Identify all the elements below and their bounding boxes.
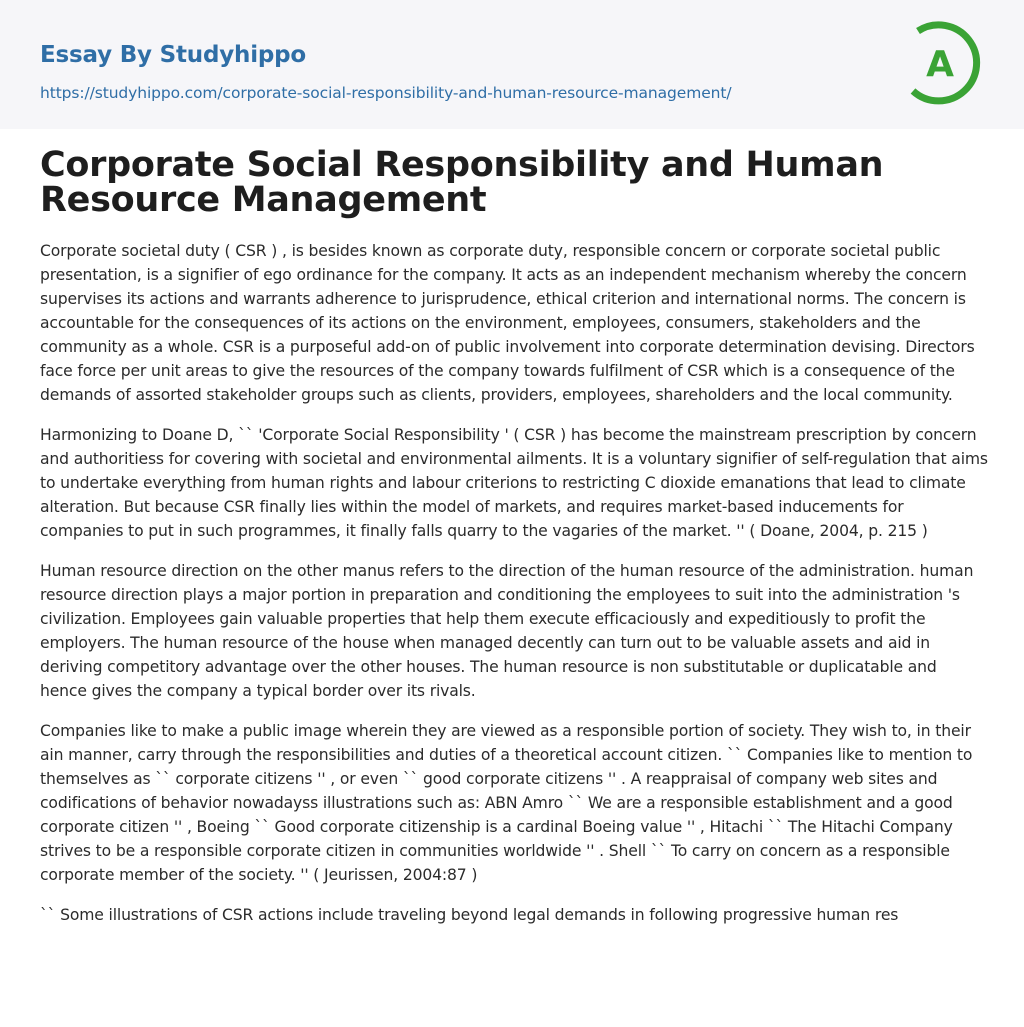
article-paragraph: Companies like to make a public image wherein they are viewed as a responsible portion of society. They wish to, in their ain manner, carry through the responsibilities and duties of a theoretical account citizen. `` Companies like to mention to themselves as `` corporate citizens '' , or even `` good corporate citizens '' . A reappraisal of company web sites and codifications of behavior nowadayss illustrations such as: ABN Amro `` We are a responsible establishment and a good corporate citizen '' , Boeing `` Good corporate citizenship is a cardinal Boeing value '' , Hitachi `` The Hitachi Company strives to be a responsible corporate citizen in communities worldwide '' . Shell `` To carry on concern as a responsible corporate member of the society. '' ( Jeurissen, 2004:87 ) (40, 722, 973, 884)
article (40, 145, 988, 943)
source-url-link[interactable]: https://studyhippo.com/corporate-social-responsibility-and-human-resource-management/ (40, 84, 732, 102)
studyhippo-logo-icon[interactable] (903, 18, 987, 106)
article-paragraph: Corporate societal duty ( CSR ) , is besides known as corporate duty, responsible concern or corporate societal public presentation, is a signifier of ego ordinance for the company. It acts as an independent mechanism whereby the concern supervises its actions and warrants adherence to jurisprudence, ethical criterion and international norms. The concern is accountable for the consequences of its actions on the environment, employees, consumers, stakeholders and the community as a whole. CSR is a purposeful add-on of public involvement into corporate determination devising. Directors face force per unit areas to give the resources of the company towards fulfilment of CSR which is a consequence of the demands of assorted stakeholder groups such as clients, providers, employees, shareholders and the local community. (40, 242, 975, 404)
article-paragraph: Harmonizing to Doane D, `` 'Corporate Social Responsibility ' ( CSR ) has become the mainstream prescription by concern and authoritiess for covering with societal and environmental ailments. It is a voluntary signifier of self-regulation that aims to undertake everything from human rights and labour criterions to restricting C dioxide emanations that lead to climate alteration. But because CSR finally lies within the model of markets, and requires market-based inducements for companies to put in such programmes, it finally falls quarry to the vagaries of the market. '' ( Doane, 2004, p. 215 ) (40, 426, 988, 540)
article-paragraph: Human resource direction on the other manus refers to the direction of the human resource of the administration. human resource direction plays a major portion in preparation and conditioning the employees to suit into the administration 's civilization. Employees gain valuable properties that help them execute efficaciously and expeditiously to profit the employers. The human resource of the house when managed decently can turn out to be valuable assets and aid in deriving competitory advantage over the other houses. The human resource is non substitutable or duplicatable and hence gives the company a typical border over its rivals. (40, 562, 974, 700)
page-title: Corporate Social Responsibility and Human Resource Management (40, 145, 884, 220)
article-paragraph: `` Some illustrations of CSR actions include traveling beyond legal demands in following progressive human res (40, 906, 899, 924)
site-header (0, 0, 1024, 129)
brand-title[interactable]: Essay By Studyhippo (40, 42, 307, 68)
logo-letter: A (926, 44, 954, 85)
